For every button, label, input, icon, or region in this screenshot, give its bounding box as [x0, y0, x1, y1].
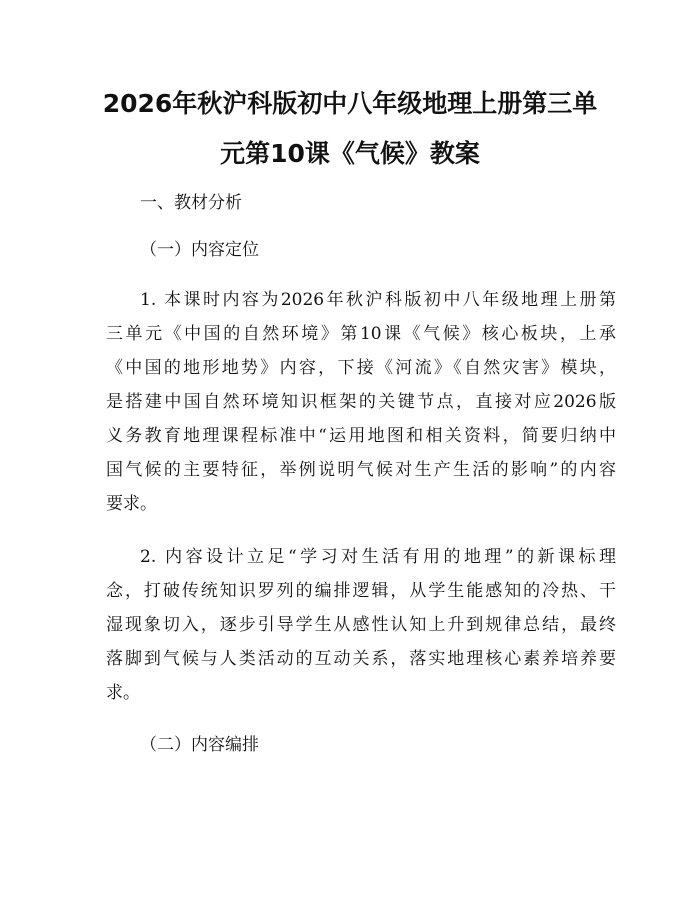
subsection-heading-content-positioning: （一）内容定位: [140, 240, 259, 260]
paragraph-1-line: 1. 本课时内容为2026年秋沪科版初中八年级地理上册第: [140, 290, 616, 310]
paragraph-1: [106, 283, 616, 521]
paragraph-1-line: 要求。: [106, 494, 157, 514]
title-line-2: 元第10课《气候》教案: [220, 139, 480, 168]
title-line-1: 2026年秋沪科版初中八年级地理上册第三单: [102, 89, 598, 118]
paragraph-2-line: 2. 内容设计立足“学习对生活有用的地理”的新课标理: [140, 547, 616, 567]
paragraph-2: [106, 540, 616, 710]
section-heading-textbook-analysis: 一、教材分析: [140, 193, 242, 213]
paragraph-1-line: 《中国的地形地势》内容，下接《河流》《自然灾害》模块，: [106, 358, 616, 378]
paragraph-1-line: 义务教育地理课程标准中“运用地图和相关资料，简要归纳中: [106, 426, 616, 446]
paragraph-2-line: 湿现象切入，逐步引导学生从感性认知上升到规律总结，最终: [106, 615, 616, 635]
paragraph-2-line: 落脚到气候与人类活动的互动关系，落实地理核心素养培养要: [106, 649, 616, 669]
paragraph-1-line: 三单元《中国的自然环境》第10课《气候》核心板块，上承: [106, 324, 616, 344]
document-title: [90, 79, 610, 179]
paragraph-2-line: 求。: [106, 683, 140, 703]
paragraph-1-line: 是搭建中国自然环境知识框架的关键节点，直接对应2026版: [106, 392, 616, 412]
subsection-heading-content-arrangement: （二）内容编排: [140, 735, 259, 755]
paragraph-1-line: 国气候的主要特征，举例说明气候对生产生活的影响”的内容: [106, 460, 616, 480]
paragraph-2-line: 念，打破传统知识罗列的编排逻辑，从学生能感知的冷热、干: [106, 581, 616, 601]
